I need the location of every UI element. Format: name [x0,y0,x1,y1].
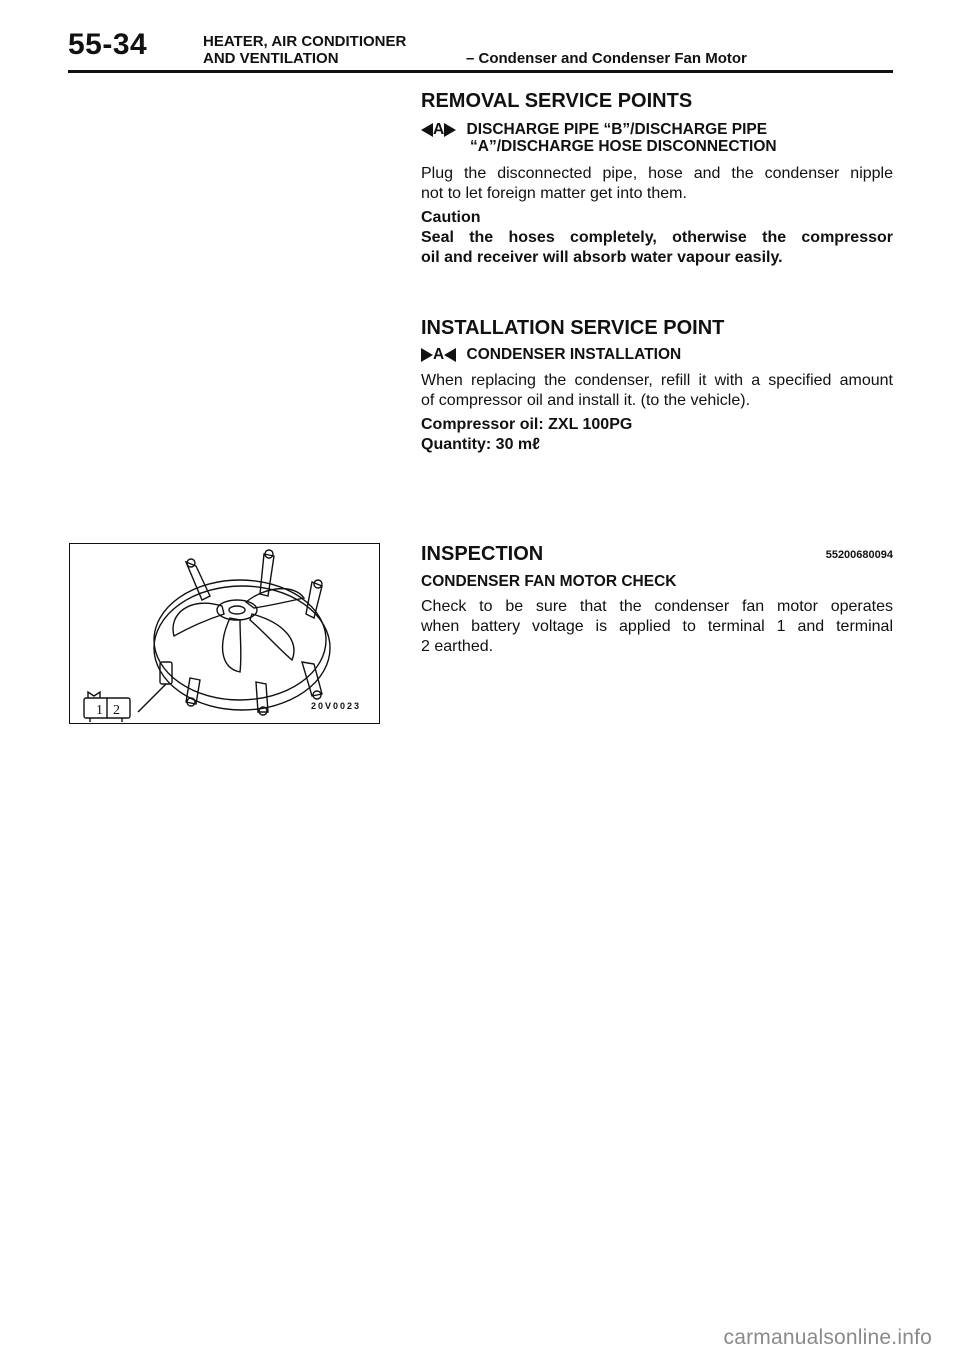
header-title-line1: HEATER, AIR CONDITIONER [203,33,407,50]
installation-step [421,345,681,365]
removal-body-line2: not to let foreign matter get into them. [421,185,687,202]
installation-body [421,371,893,411]
fan-motor-illustration [70,544,379,723]
triangle-left-icon [421,123,433,137]
removal-body-line1: Plug the disconnected pipe, hose and the condenser nipple [421,165,893,182]
fan-motor-figure [69,543,380,724]
installation-step-mark: A [433,346,445,363]
inspection-subtitle: CONDENSER FAN MOTOR CHECK [421,573,677,590]
quantity-spec: Quantity: 30 mℓ [421,436,540,453]
inspection-body-line2: when battery voltage is applied to terminal 1 and terminal [421,618,893,635]
removal-body [421,164,893,204]
triangle-right-icon [421,348,433,362]
removal-caution [421,208,893,268]
caution-line1: Seal the hoses completely, otherwise the compressor [421,229,893,246]
header-rule [68,70,893,73]
caution-label: Caution [421,209,481,226]
inspection-code: 55200680094 [825,549,893,561]
compressor-oil-spec: Compressor oil: ZXL 100PG [421,416,633,433]
removal-step-line1: DISCHARGE PIPE “B”/DISCHARGE PIPE [466,121,768,138]
figure-code: 20V0023 [310,701,361,711]
inspection-body [421,597,893,657]
inspection-body-line1: Check to be sure that the condenser fan motor operates [421,598,893,615]
installation-spec [421,415,893,455]
terminal-1-label: 1 [96,703,103,718]
installation-body-line2: of compressor oil and install it. (to the vehicle). [421,392,751,409]
page-number: 55-34 [68,28,148,61]
inspection-title: INSPECTION [421,543,544,565]
watermark: carmanualsonline.info [723,1326,932,1349]
installation-title: INSTALLATION SERVICE POINT [421,317,725,339]
triangle-right-icon [444,123,456,137]
installation-step-title: CONDENSER INSTALLATION [466,346,682,363]
triangle-left-icon [444,348,456,362]
removal-step-line2: “A”/DISCHARGE HOSE DISCONNECTION [470,138,777,155]
installation-body-line1: When replacing the condenser, refill it with a specified amount [421,372,893,389]
removal-step-mark: A [433,121,445,138]
terminal-2-label: 2 [113,703,120,718]
inspection-body-line3: 2 earthed. [421,638,494,655]
removal-title: REMOVAL SERVICE POINTS [421,90,693,112]
header-section: – Condenser and Condenser Fan Motor [466,50,747,67]
caution-line2: oil and receiver will absorb water vapour easily. [421,249,783,266]
header-title-line2: AND VENTILATION [203,50,339,67]
